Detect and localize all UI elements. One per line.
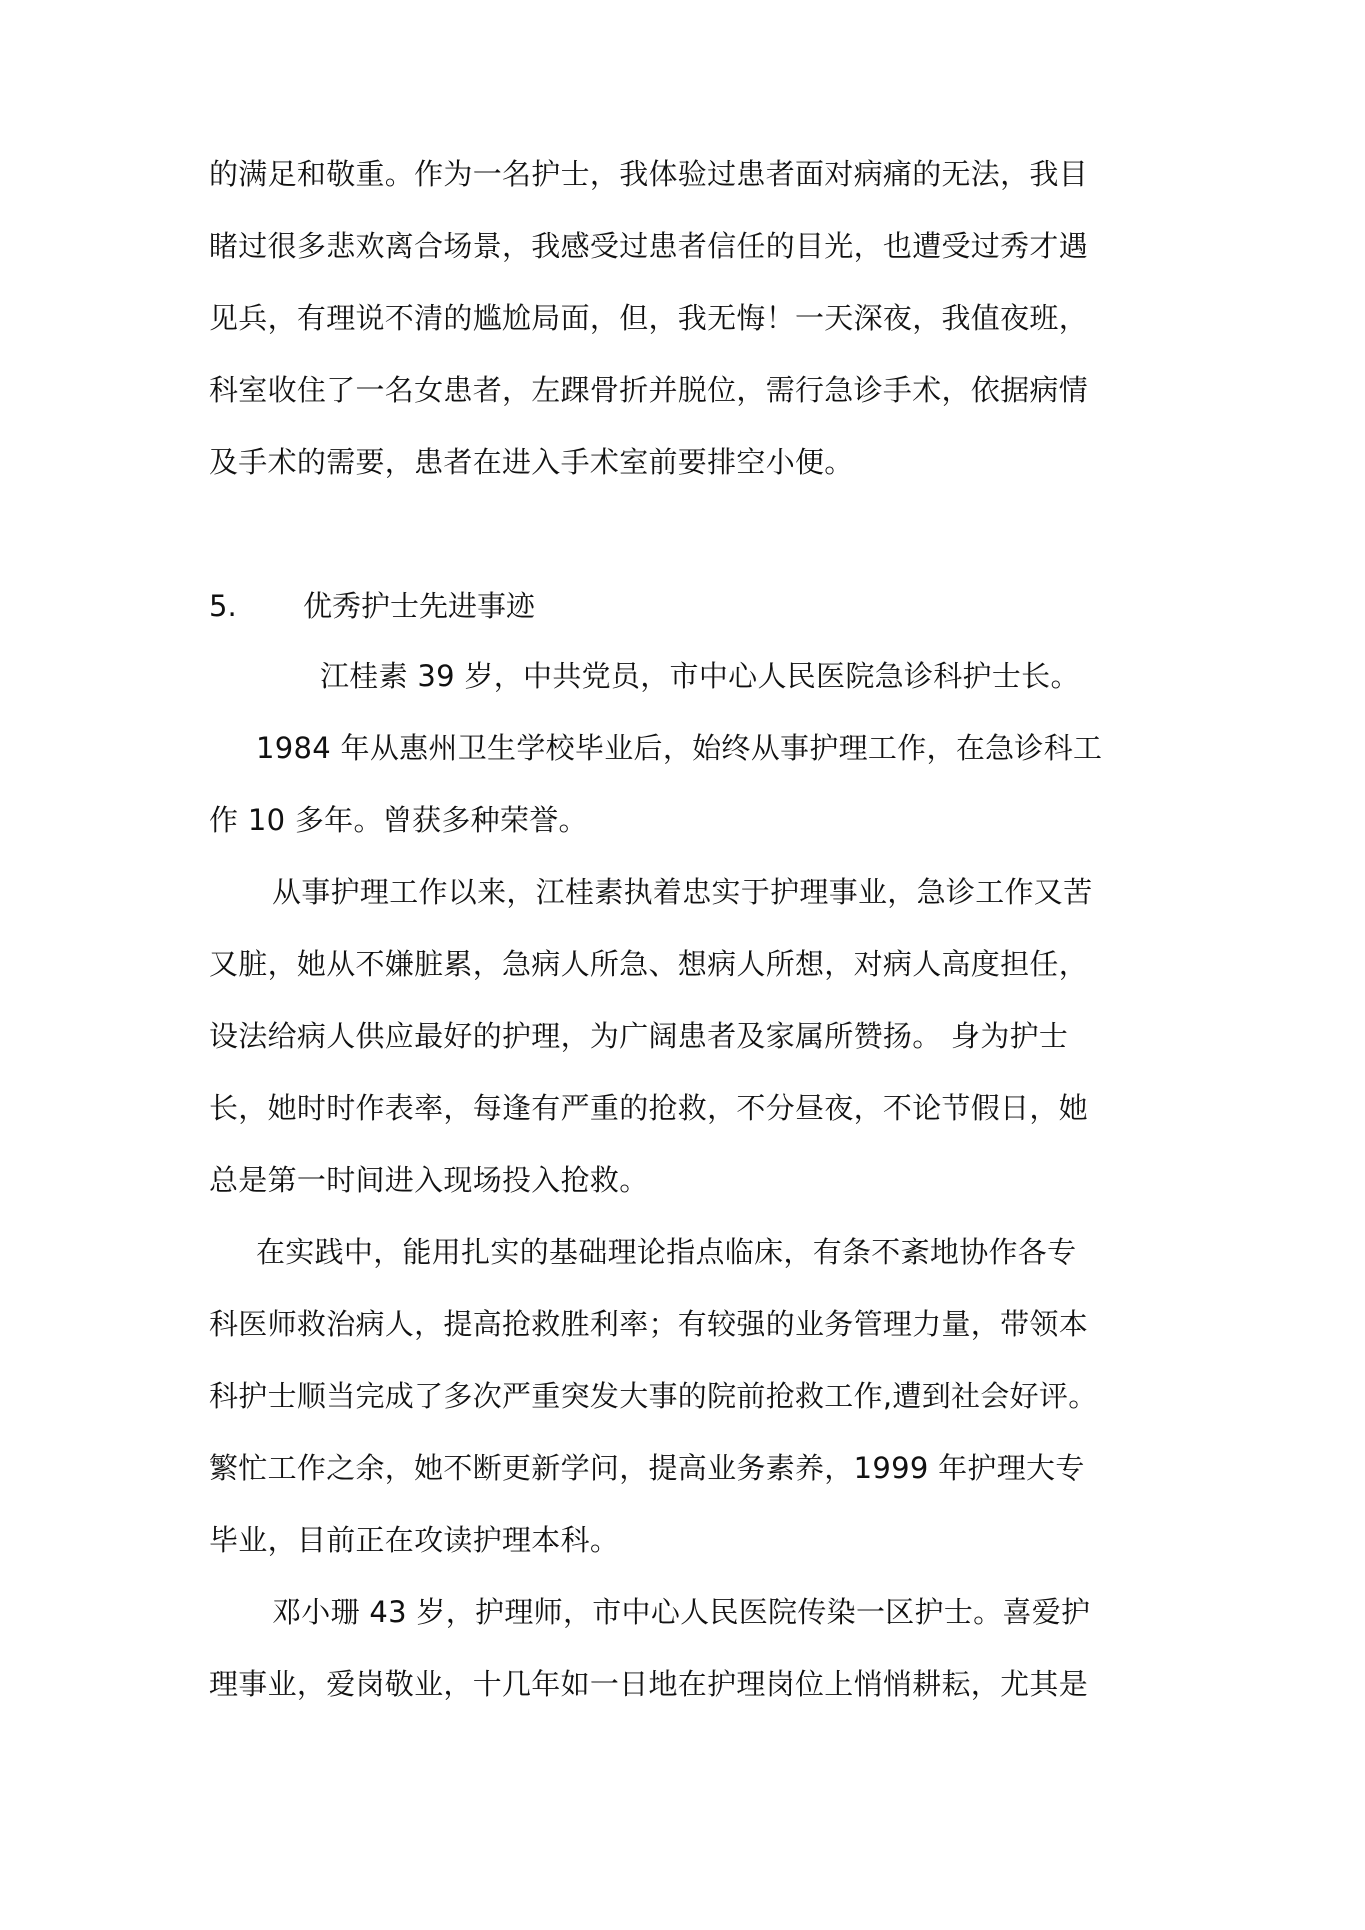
text-line: 睹过很多悲欢离合场景，我感受过患者信任的目光，也遭受过秀才遇 (209, 229, 1089, 263)
text-line: 1984 年从惠州卫生学校毕业后，始终从事护理工作，在急诊科工 (256, 731, 1103, 765)
text-line: 科医师救治病人，提高抢救胜利率；有较强的业务管理力量，带领本 (209, 1307, 1089, 1341)
section-number: 5. (209, 589, 237, 623)
text-line: 长，她时时作表率，每逢有严重的抢救，不分昼夜，不论节假日，她 (209, 1091, 1089, 1125)
text-line: 总是第一时间进入现场投入抢救。 (209, 1163, 649, 1197)
section-title: 优秀护士先进事迹 (303, 589, 536, 623)
text-line: 设法给病人供应最好的护理，为广阔患者及家属所赞扬。 身为护士 (209, 1019, 1069, 1053)
text-line: 从事护理工作以来，江桂素执着忠实于护理事业，急诊工作又苦 (272, 875, 1093, 909)
text-line: 见兵，有理说不清的尴尬局面，但，我无悔！一天深夜，我值夜班， (209, 301, 1089, 335)
text-line: 在实践中，能用扎实的基础理论指点临床，有条不紊地协作各专 (256, 1235, 1077, 1269)
text-line: 及手术的需要，患者在进入手术室前要排空小便。 (209, 445, 854, 479)
text-line: 的满足和敬重。作为一名护士，我体验过患者面对病痛的无法，我目 (209, 157, 1089, 191)
text-line: 理事业，爱岗敬业，十几年如一日地在护理岗位上悄悄耕耘，尤其是 (209, 1667, 1089, 1701)
text-line: 科室收住了一名女患者，左踝骨折并脱位，需行急诊手术，依据病情 (209, 373, 1089, 407)
text-line: 邓小珊 43 岁，护理师，市中心人民医院传染一区护士。喜爱护 (272, 1595, 1091, 1629)
text-line: 又脏，她从不嫌脏累，急病人所急、想病人所想，对病人高度担任， (209, 947, 1089, 981)
text-line: 江桂素 39 岁，中共党员，市中心人民医院急诊科护士长。 (320, 659, 1080, 693)
text-line: 科护士顺当完成了多次严重突发大事的院前抢救工作,遭到社会好评。 (209, 1379, 1098, 1413)
text-line: 毕业，目前正在攻读护理本科。 (209, 1523, 620, 1557)
text-line: 繁忙工作之余，她不断更新学问，提高业务素养，1999 年护理大专 (209, 1451, 1085, 1485)
text-line: 作 10 多年。曾获多种荣誉。 (209, 803, 588, 837)
